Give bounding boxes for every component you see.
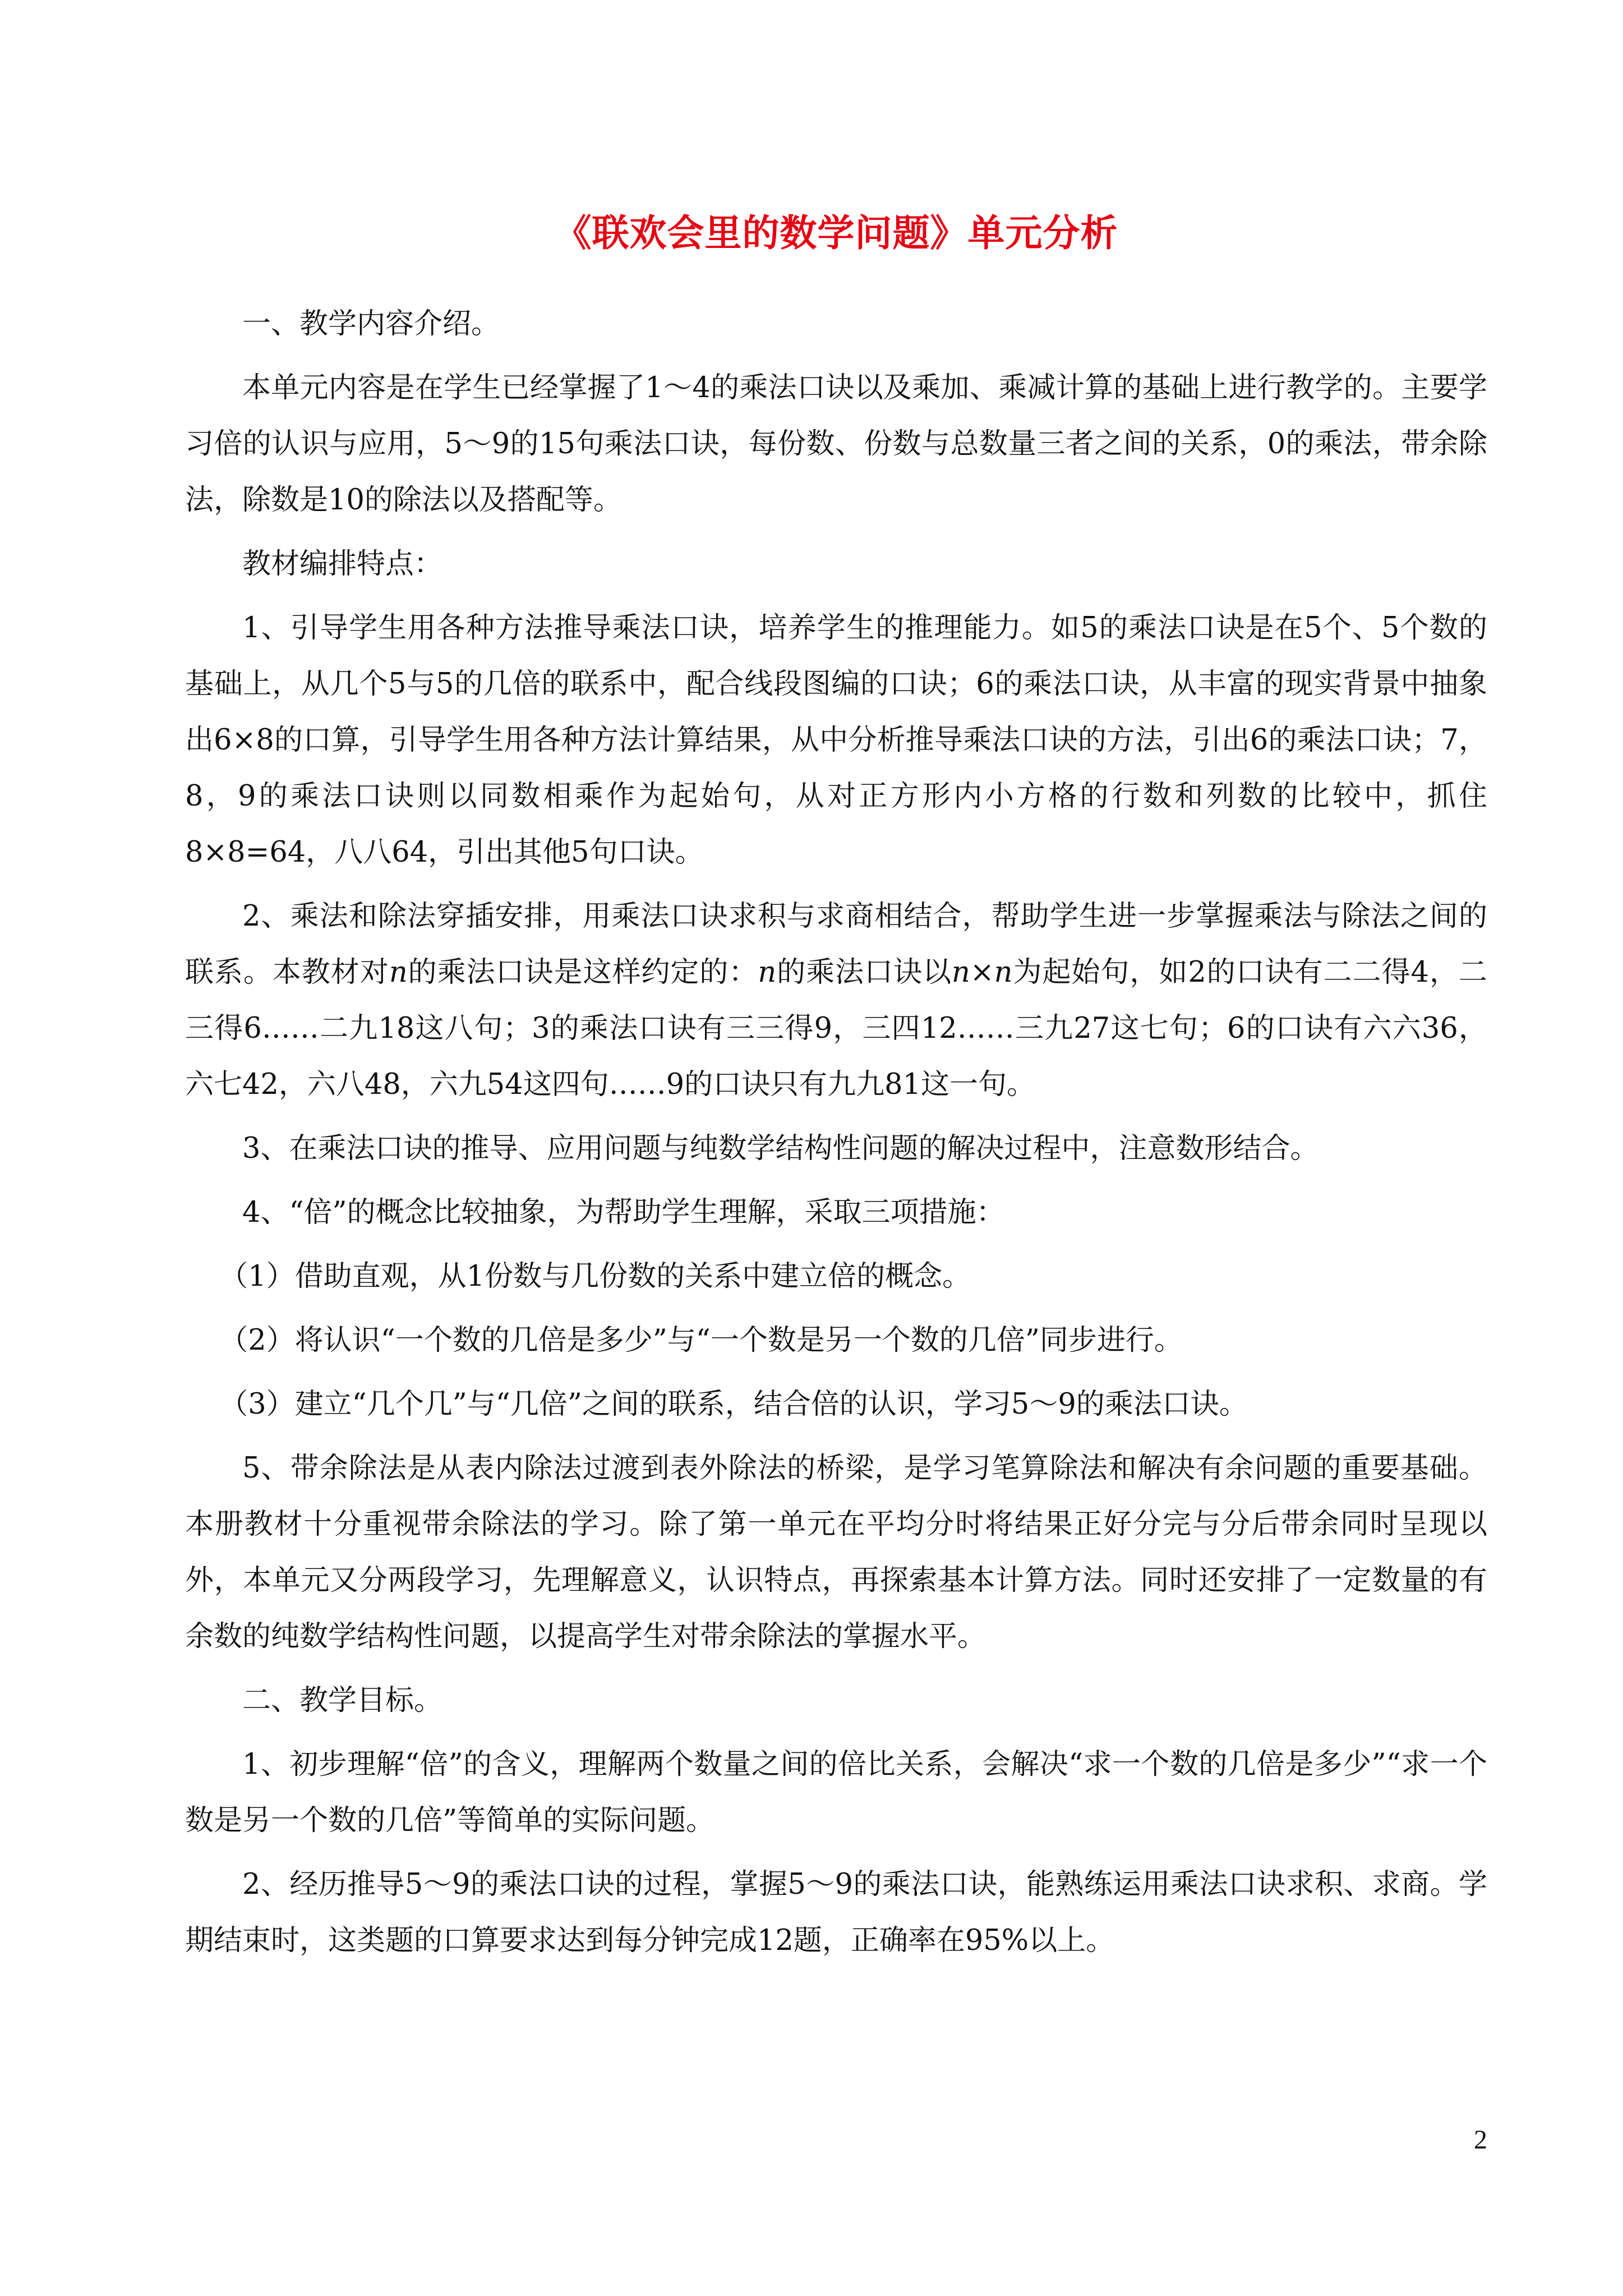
section-heading-content: 一、教学内容介绍。 <box>242 307 500 341</box>
variable-n: n <box>994 956 1013 989</box>
feature-4-measure-3: （3）建立“几个几”与“几倍”之间的联系，结合倍的认识，学习5～9的乘法口诀。 <box>219 1388 1248 1421</box>
variable-n: n <box>758 956 777 989</box>
features-heading: 教材编排特点： <box>242 547 443 581</box>
feature-2-part-a: 2、乘法和除法穿插安排，用乘法口诀求积与求商相结合，帮助学生进一步掌握乘法与除法之间的联系。本教材对 <box>185 900 1487 989</box>
paragraph-intro: 本单元内容是在学生已经掌握了1～4的乘法口诀以及乘加、乘减计算的基础上进行教学的。主要学习倍的认识与应用，5～9的15句乘法口诀，每份数、份数与总数量三者之间的关系，0的乘法，带余除法，除数是10的除法以及搭配等。 <box>185 371 1487 517</box>
feature-4: 4、“倍”的概念比较抽象，为帮助学生理解，采取三项措施： <box>242 1196 1005 1229</box>
variable-n: n <box>389 956 408 989</box>
page-number: 2 <box>1474 2125 1487 2155</box>
goal-1: 1、初步理解“倍”的含义，理解两个数量之间的倍比关系，会解决“求一个数的几倍是多少”“求一个数是另一个数的几倍”等简单的实际问题。 <box>185 1748 1487 1837</box>
document-body <box>185 296 1487 1977</box>
document-page <box>185 0 1487 2296</box>
feature-2-part-d: 为起始句，如2的口诀有二二得4，二三得6……二九18这八句；3的乘法口诀有三三得9，三四12……三九27这七句；6的口诀有六六36，六七42，六八48，六九54这四句……9的口诀只有九九81这一句。 <box>185 956 1487 1101</box>
feature-3: 3、在乘法口诀的推导、应用问题与纯数学结构性问题的解决过程中，注意数形结合。 <box>242 1132 1319 1165</box>
section-heading-goals: 二、教学目标。 <box>242 1684 443 1717</box>
feature-1: 1、引导学生用各种方法推导乘法口诀，培养学生的推理能力。如5的乘法口诀是在5个、5个数的基础上，从几个5与5的几倍的联系中，配合线段图编的口诀；6的乘法口诀，从丰富的现实背景中抽象出6×8的口算，引导学生用各种方法计算结果，从中分析推导乘法口诀的方法，引出6的乘法口诀；7，8，9的乘法口诀则以同数相乘作为起始句，从对正方形内小方格的行数和列数的比较中，抓住8×8=64，八八64，引出其他5句口诀。 <box>185 611 1487 869</box>
feature-5: 5、带余除法是从表内除法过渡到表外除法的桥梁，是学习笔算除法和解决有余问题的重要基础。本册教材十分重视带余除法的学习。除了第一单元在平均分时将结果正好分完与分后带余同时呈现以外，本单元又分两段学习，先理解意义，认识特点，再探索基本计算方法。同时还安排了一定数量的有余数的纯数学结构性问题，以提高学生对带余除法的掌握水平。 <box>185 1452 1487 1653</box>
document-title: 《联欢会里的数学问题》单元分析 <box>554 211 1118 255</box>
feature-4-measure-1: （1）借助直观，从1份数与几份数的关系中建立倍的概念。 <box>219 1260 971 1293</box>
feature-2-part-b: 的乘法口诀是这样约定的： <box>407 956 758 989</box>
feature-2-part-c: 的乘法口诀以 <box>776 956 952 989</box>
goal-2: 2、经历推导5～9的乘法口诀的过程，掌握5～9的乘法口诀，能熟练运用乘法口诀求积、求商。学期结束时，这类题的口算要求达到每分钟完成12题，正确率在95%以上。 <box>185 1868 1487 1957</box>
times-sign: × <box>970 956 994 989</box>
variable-n: n <box>952 956 970 989</box>
feature-2 <box>185 889 1487 1113</box>
feature-4-measure-2: （2）将认识“一个数的几倍是多少”与“一个数是另一个数的几倍”同步进行。 <box>219 1324 1183 1357</box>
